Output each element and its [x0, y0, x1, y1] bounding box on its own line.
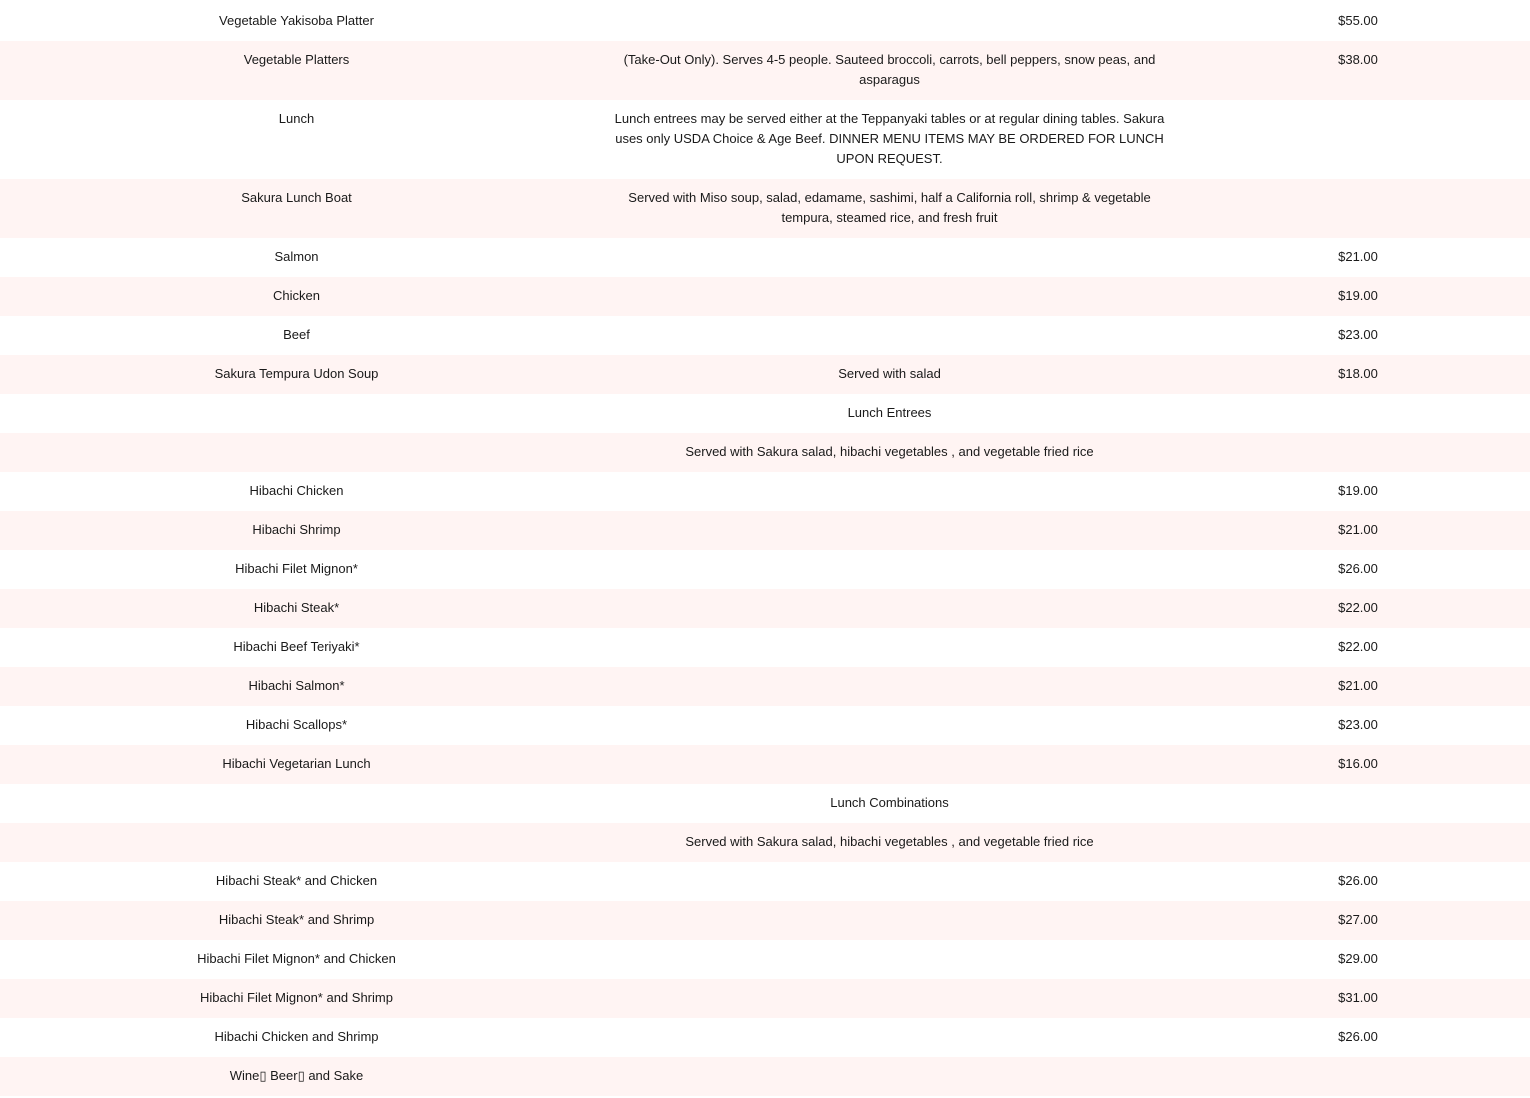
item-price: [1186, 394, 1530, 433]
item-price: $31.00: [1338, 990, 1378, 1005]
item-price: $19.00: [1338, 288, 1378, 303]
item-description: [593, 628, 1186, 667]
table-row: [0, 277, 1530, 316]
item-price: $26.00: [1338, 561, 1378, 576]
item-description: [593, 979, 1186, 1018]
table-row: [0, 2, 1530, 41]
menu-table: [0, 2, 1530, 1096]
section-heading: Lunch Combinations: [830, 795, 949, 810]
item-name: Sakura Tempura Udon Soup: [214, 366, 379, 381]
item-description: [593, 277, 1186, 316]
item-name: [0, 394, 593, 433]
item-name: Hibachi Scallops*: [245, 717, 348, 732]
item-price: $22.00: [1338, 600, 1378, 615]
table-row: [0, 628, 1530, 667]
item-description: [593, 238, 1186, 277]
table-row: [0, 472, 1530, 511]
item-price: $16.00: [1338, 756, 1378, 771]
item-price: [1186, 784, 1530, 823]
table-row: [0, 100, 1530, 179]
item-description: Served with Miso soup, salad, edamame, sashimi, half a California roll, shrimp & vegetable tempura, steamed rice, and fresh fruit: [628, 190, 1151, 225]
item-price: [1186, 100, 1530, 179]
item-description: [593, 901, 1186, 940]
item-name: Hibachi Filet Mignon*: [235, 561, 358, 576]
table-row: [0, 316, 1530, 355]
table-row: [0, 589, 1530, 628]
item-name: Hibachi Salmon*: [248, 678, 345, 693]
item-description: [593, 862, 1186, 901]
item-price: $22.00: [1338, 639, 1378, 654]
item-price: $18.00: [1338, 366, 1378, 381]
table-row: [0, 667, 1530, 706]
table-row: [0, 784, 1530, 823]
table-row: [0, 862, 1530, 901]
item-name: Hibachi Vegetarian Lunch: [222, 756, 371, 771]
table-row: [0, 550, 1530, 589]
table-row: [0, 1018, 1530, 1057]
item-description: [593, 316, 1186, 355]
item-name: Vegetable Yakisoba Platter: [219, 13, 374, 28]
table-row: [0, 1057, 1530, 1096]
item-price: $23.00: [1338, 327, 1378, 342]
item-name: Hibachi Steak*: [253, 600, 340, 615]
item-name: Hibachi Shrimp: [252, 522, 341, 537]
item-name: Chicken: [273, 288, 320, 303]
item-price: $19.00: [1338, 483, 1378, 498]
item-description: [593, 511, 1186, 550]
table-row: [0, 179, 1530, 238]
item-price: $21.00: [1338, 249, 1378, 264]
table-row: [0, 511, 1530, 550]
item-price: [1186, 823, 1530, 862]
table-row: [0, 901, 1530, 940]
item-name: [0, 823, 593, 862]
item-description: [593, 940, 1186, 979]
item-name: [0, 433, 593, 472]
item-name: [0, 784, 593, 823]
item-description: [593, 1057, 1186, 1096]
item-description: (Take-Out Only). Serves 4-5 people. Sauteed broccoli, carrots, bell peppers, snow peas, and asparagus: [623, 52, 1156, 87]
table-row: [0, 394, 1530, 433]
item-name: Lunch: [278, 111, 315, 126]
section-heading: Lunch Entrees: [847, 405, 932, 420]
item-description: [593, 472, 1186, 511]
section-note: Served with Sakura salad, hibachi vegetables , and vegetable fried rice: [685, 444, 1094, 459]
item-description: [593, 550, 1186, 589]
item-name: Hibachi Steak* and Shrimp: [218, 912, 375, 927]
item-price: $38.00: [1338, 52, 1378, 67]
item-name: Hibachi Chicken: [249, 483, 344, 498]
item-description: [593, 706, 1186, 745]
item-description: Served with salad: [838, 366, 941, 381]
item-price: $29.00: [1338, 951, 1378, 966]
section-note: Served with Sakura salad, hibachi vegetables , and vegetable fried rice: [685, 834, 1094, 849]
item-price: $27.00: [1338, 912, 1378, 927]
item-description: [593, 745, 1186, 784]
item-name: Hibachi Filet Mignon* and Shrimp: [200, 990, 393, 1005]
item-name: Hibachi Chicken and Shrimp: [214, 1029, 379, 1044]
item-description: Lunch entrees may be served either at the Teppanyaki tables or at regular dining tables. Sakura uses only USDA Choice & Age Beef. DINNER MENU ITEMS MAY BE ORDERED FOR LUNCH UPON REQUEST.: [614, 111, 1165, 166]
item-price: [1186, 1057, 1530, 1096]
item-name: Beef: [283, 327, 310, 342]
item-name: Salmon: [274, 249, 319, 264]
table-row: [0, 706, 1530, 745]
item-price: $21.00: [1338, 522, 1378, 537]
item-description: [593, 1018, 1186, 1057]
item-description: [593, 2, 1186, 41]
table-row: [0, 355, 1530, 394]
item-price: $26.00: [1338, 873, 1378, 888]
item-name: Hibachi Filet Mignon* and Chicken: [197, 951, 396, 966]
table-row: [0, 433, 1530, 472]
item-description: [593, 667, 1186, 706]
table-row: [0, 41, 1530, 100]
table-row: [0, 979, 1530, 1018]
item-name: Wine▯ Beer▯ and Sake: [229, 1068, 364, 1083]
item-name: Hibachi Beef Teriyaki*: [233, 639, 360, 654]
table-row: [0, 823, 1530, 862]
item-name: Vegetable Platters: [243, 52, 350, 67]
table-row: [0, 238, 1530, 277]
item-name: Hibachi Steak* and Chicken: [215, 873, 378, 888]
table-row: [0, 940, 1530, 979]
item-price: $26.00: [1338, 1029, 1378, 1044]
table-row: [0, 745, 1530, 784]
item-price: $21.00: [1338, 678, 1378, 693]
item-price: $23.00: [1338, 717, 1378, 732]
item-price: [1186, 179, 1530, 238]
item-price: [1186, 433, 1530, 472]
item-price: $55.00: [1338, 13, 1378, 28]
item-name: Sakura Lunch Boat: [241, 190, 352, 205]
item-description: [593, 589, 1186, 628]
